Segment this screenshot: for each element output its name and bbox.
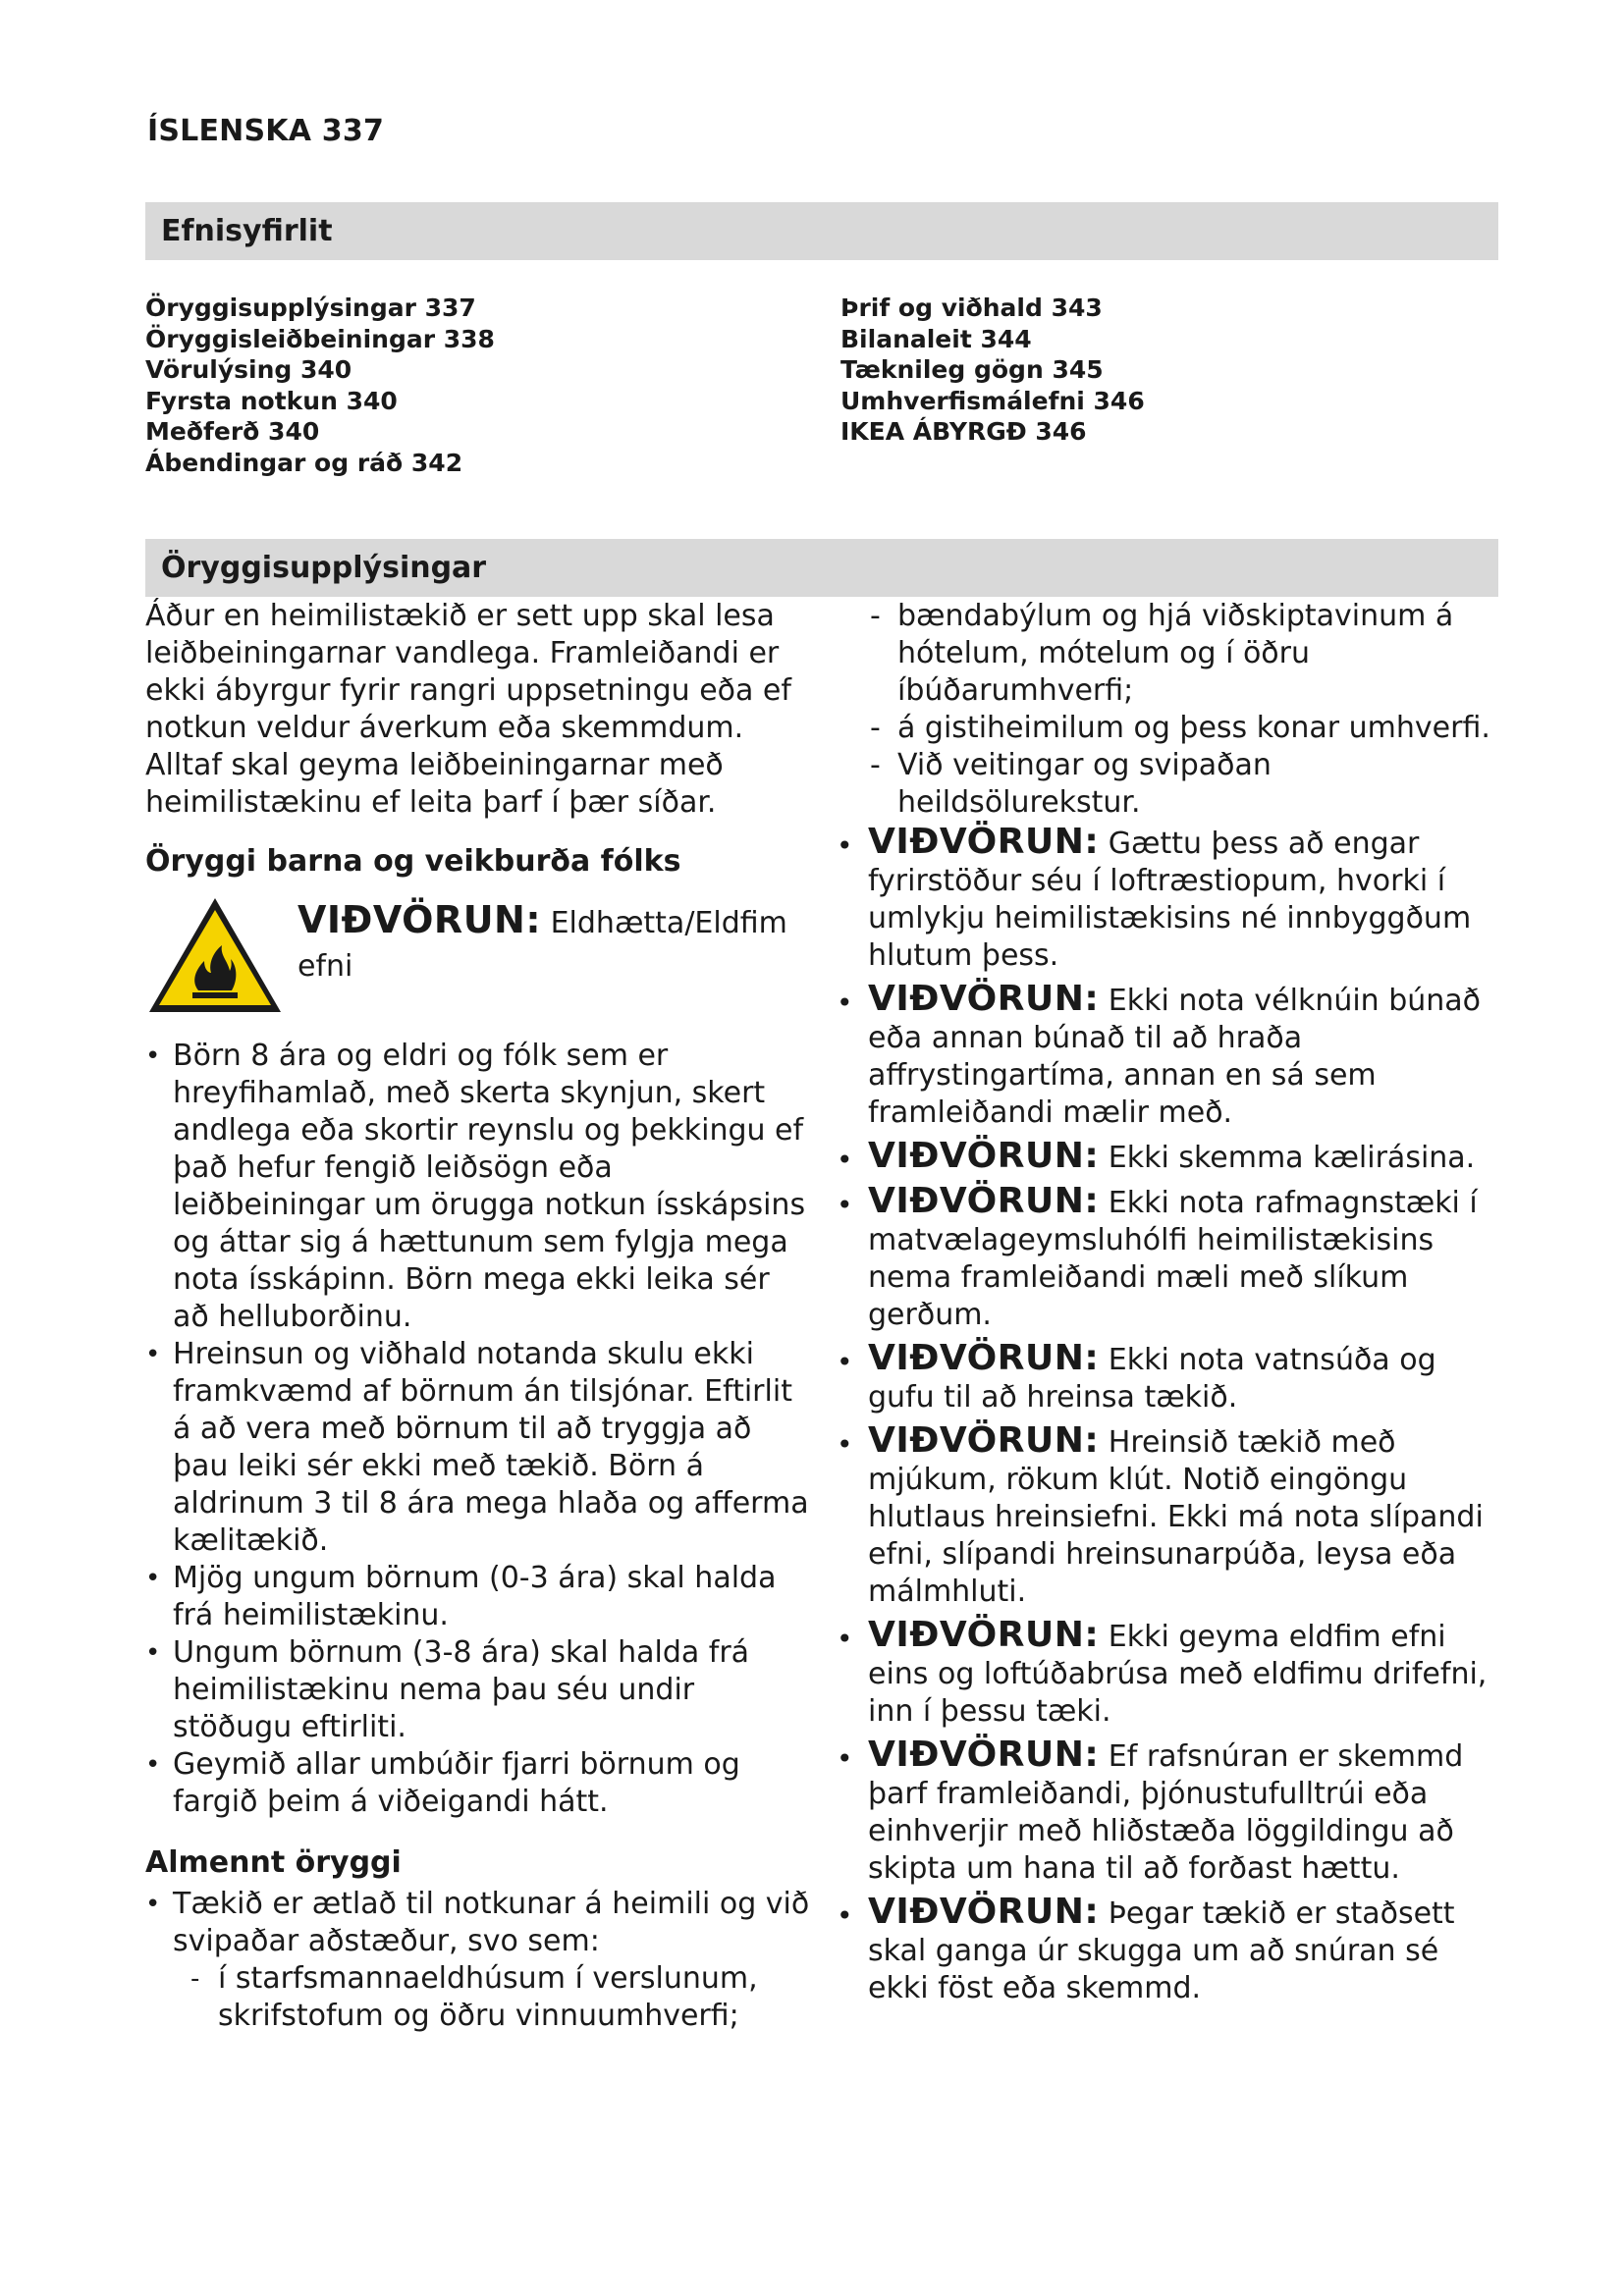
toc-entry[interactable]: Meðferð 340 [145,417,320,446]
list-item-text: Tækið er ætlað til notkunar á heimili og við svipaðar aðstæður, svo sem: [173,1887,810,1958]
toc-entry[interactable]: Öryggisupplýsingar 337 [145,294,476,322]
warning-item [833,1183,1500,1334]
warning-label: VIÐVÖRUN: [868,1338,1100,1378]
warning-description: Eldhætta/Eldfim efni [298,906,787,984]
toc-entry[interactable]: Ábendingar og ráð 342 [145,448,463,477]
warnings-list [833,824,1500,2007]
list-item: • Börn 8 ára og eldri og fólk sem er hreyfihamlað, með skerta skynjun, skert andlega eða skortir reynslu og þekkingu ef það hefur fengið leiðsögn eða leiðbeiningar um örugga notkun ísskápsins og áttar sig á hættunum sem fylgja mega nota ísskápinn. Börn mega ekki leika sér að helluborðinu. [145,1038,813,1336]
list-item: • Hreinsun og viðhald notanda skulu ekki framkvæmd af börnum án tilsjónar. Eftirlit á að vera með börnum til að tryggja að þau leiki sér ekki með tækið. Börn á aldrinum 3 til 8 ára mega hlaða og afferma kælitækið. [145,1336,813,1560]
right-column [833,598,1500,2013]
left-column [145,598,813,2035]
toc-entry[interactable]: Fyrsta notkun 340 [145,386,398,415]
intro-paragraph: Áður en heimilistækið er sett upp skal lesa leiðbeiningarnar vandlega. Framleiðandi er ekki ábyrgur fyrir rangri uppsetningu eða ef notkun veldur áverkum eða skemmdum. Alltaf skal geyma leiðbeiningarnar með heimilistækinu ef leita þarf í þær síðar. [145,599,791,820]
toc-entry[interactable]: Tæknileg gögn 345 [840,355,1104,384]
warning-text: Gættu þess að engar fyrirstöður séu í loftræstiopum, hvorki í umlykju heimilistækisins né innbyggðum hlutum þess. [868,827,1472,973]
sub-list-item: - bændabýlum og hjá viðskiptavinum á hótelum, mótelum og í öðru íbúðarumhverfi; [852,598,1500,710]
list-item: • Mjög ungum börnum (0-3 ára) skal halda frá heimilistækinu. [145,1560,813,1634]
warning-label: VIÐVÖRUN: [868,1136,1100,1176]
warning-text: Ekki nota rafmagnstæki í matvælageymsluhólfi heimilistækisins nema framleiðandi mæli með slíkum gerðum. [868,1186,1478,1332]
warning-item [833,981,1500,1132]
warning-text: Ef rafsnúran er skemmd þarf framleiðandi, þjónustufulltrúi eða einhverjir með hliðstæða löggildingu að skipta um hana til að forðast hættu. [868,1739,1464,1886]
warning-label: VIÐVÖRUN: [868,822,1100,862]
list-item [145,1886,813,2035]
general-safety-list [145,1886,813,2035]
warning-text: Ekki geyma eldfim efni eins og loftúðabrúsa með eldfimu drifefni, inn í þessu tæki. [868,1620,1488,1729]
warning-item [833,1138,1500,1177]
warning-item [833,1894,1500,2007]
children-safety-list [145,1038,813,1821]
toc-entry[interactable]: Þrif og viðhald 343 [840,294,1103,322]
children-safety-heading: Öryggi barna og veikburða fólks [145,844,681,879]
toc-title: Efnisyfirlit [145,202,1498,260]
toc-entry[interactable]: Umhverfismálefni 346 [840,386,1145,415]
fire-warning-text [298,898,808,988]
toc-entry[interactable]: Öryggisleiðbeiningar 338 [145,324,495,353]
list-item: • Ungum börnum (3-8 ára) skal halda frá heimilistækinu nema þau séu undir stöðugu eftirliti. [145,1634,813,1746]
warning-item [833,1340,1500,1416]
sub-list-item: - á gistiheimilum og þess konar umhverfi. [852,710,1500,747]
warning-label: VIÐVÖRUN: [868,1181,1100,1221]
toc-right-column [840,293,1145,448]
toc-entry[interactable]: Bilanaleit 344 [840,324,1032,353]
section-title-safety: Öryggisupplýsingar [145,539,1498,597]
sub-list-item: - í starfsmannaeldhúsum í verslunum, skrifstofum og öðru vinnuumhverfi; [173,1960,813,2035]
warning-label: VIÐVÖRUN: [868,979,1100,1019]
warning-text: Hreinsið tækið með mjúkum, rökum klút. Notið eingöngu hlutlaus hreinsiefni. Ekki má nota slípandi efni, slípandi hreinsunarpúða, leysa eða málmhluti. [868,1425,1484,1609]
warning-text: Þegar tækið er staðsett skal ganga úr skugga um að snúran sé ekki föst eða skemmd. [868,1896,1455,2005]
toc-entry[interactable]: Vörulýsing 340 [145,355,352,384]
warning-text: Ekki nota vélknúin búnað eða annan búnað til að hraða affrystingartíma, annan en sá sem framleiðandi mælir með. [868,984,1482,1130]
warning-label: VIÐVÖRUN: [868,1735,1100,1775]
toc-left-column [145,293,495,478]
toc-entry[interactable]: IKEA ÁBYRGÐ 346 [840,417,1087,446]
warning-item [833,824,1500,975]
sub-list-item: - Við veitingar og svipaðan heildsölurekstur. [852,747,1500,822]
sub-list [173,1960,813,2035]
warning-label: VIÐVÖRUN: [868,1615,1100,1655]
warning-item [833,1736,1500,1888]
warning-text: Ekki skemma kælirásina. [1099,1141,1476,1175]
warning-label: VIÐVÖRUN: [298,898,542,941]
warning-label: VIÐVÖRUN: [868,1892,1100,1932]
fire-warning-box [145,894,813,1010]
sub-list-continued [852,598,1500,822]
warning-text: Ekki nota vatnsúða og gufu til að hreinsa tækið. [868,1343,1436,1415]
warning-item [833,1617,1500,1731]
general-safety-heading: Almennt öryggi [145,1845,402,1880]
page-header: ÍSLENSKA 337 [147,114,385,148]
warning-label: VIÐVÖRUN: [868,1420,1100,1461]
warning-item [833,1422,1500,1611]
list-item: • Geymið allar umbúðir fjarri börnum og fargið þeim á viðeigandi hátt. [145,1746,813,1821]
flammable-warning-icon [145,894,285,1016]
